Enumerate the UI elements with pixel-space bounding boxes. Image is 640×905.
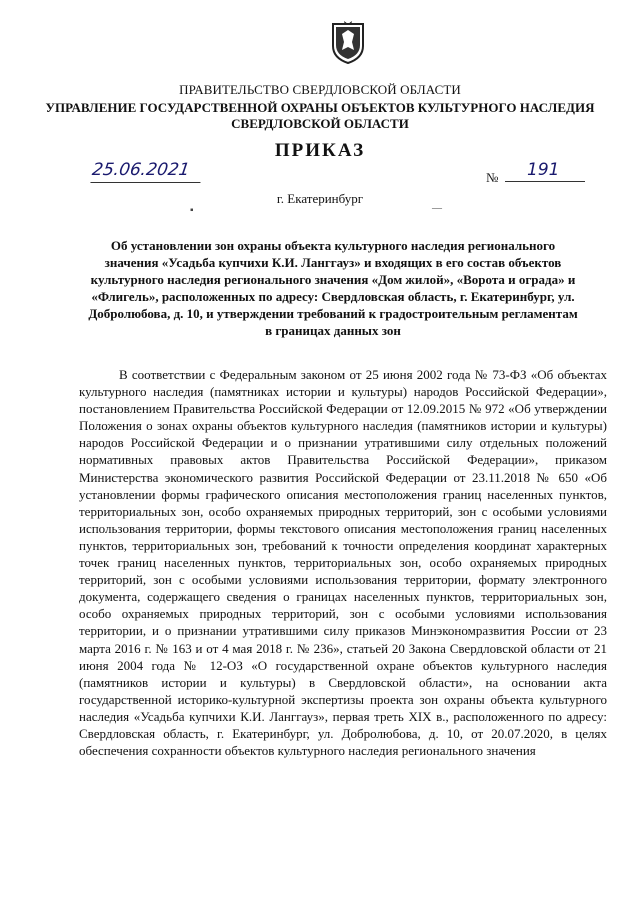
- body-paragraph: В соответствии с Федеральным законом от 25 июня 2002 года № 73-ФЗ «Об объектах культурного наследия (памятниках истории и культуры) народов Российской Федерации», постановлением Правительства Российской Федерации от 12.09.2015 № 972 «Об утверждении Положения о зонах охраны объектов культурного наследия (памятников истории и культуры) народов Российской Федерации и о признании утратившими силу отдельных положений нормативных правовых актов Правительства Российской Федерации», приказом Министерства экономического развития Российской Федерации от 23.11.2018 № 650 «Об установлении формы графического описания местоположения границ населенных пунктов, территориальных зон, особо охраняемых природных территорий, зон с особыми условиями использования территории, формы текстового описания местоположения границ населенных пунктов, территориальных зон, требований к точности определения координат характерных точек границ населенных пунктов, территориальных зон, особо охраняемых природных территорий, зон с особыми условиями использования территории, формату электронного документа, содержащего сведения о границах населенных пунктов, территориальных зон, особо охраняемых природных территорий, зон с особыми условиями использования территории, и о признании утратившими силу приказов Минэкономразвития России от 23 марта 2016 г. № 163 и от 4 мая 2018 г. № 236», статьей 20 Закона Свердловской области от 21 июня 2004 года № 12-ОЗ «О государственной охране объектов культурного наследия (памятников истории и культуры) в Свердловской области», на основании акта государственной историко-культурной экспертизы проекта зон охраны объекта культурного наследия «Усадьба купчихи К.И. Ланггауз», первая треть XIX в., расположенного по адресу: Свердловская область, г. Екатеринбург, ул. Добролюбова, д. 10, от 20.07.2020, в целях обеспечения сохранности объектов культурного наследия регионального значения: [79, 367, 607, 759]
- scan-mark: ▪: [190, 205, 194, 216]
- number-sign: №: [486, 170, 499, 185]
- document-type-title: ПРИКАЗ: [274, 140, 366, 161]
- order-date: 25.06.2021: [90, 160, 203, 183]
- government-name: ПРАВИТЕЛЬСТВО СВЕРДЛОВСКОЙ ОБЛАСТИ: [179, 82, 461, 97]
- department-line-2: СВЕРДЛОВСКОЙ ОБЛАСТИ: [231, 116, 409, 131]
- order-number: 191: [505, 160, 585, 182]
- city: г. Екатеринбург: [276, 191, 364, 206]
- scan-mark-2: —: [432, 203, 442, 214]
- department-line-1: УПРАВЛЕНИЕ ГОСУДАРСТВЕННОЙ ОХРАНЫ ОБЪЕКТОВ КУЛЬТУРНОГО НАСЛЕДИЯ: [45, 100, 595, 115]
- order-subject: Об установлении зон охраны объекта культурного наследия регионального значения «Усадьба купчихи К.И. Ланггауз» и входящих в его состав объектов культурного наследия регионального значения «Дом жилой», «Ворота и ограда» и «Флигель», расположенных по адресу: Свердловская область, г. Екатеринбург, ул. Добролюбова, д. 10, и утверждении требований к градостроительным регламентам в границах данных зон: [88, 238, 578, 338]
- order-body: [79, 366, 607, 759]
- coat-of-arms-emblem: [331, 20, 365, 64]
- department-name: [0, 100, 640, 132]
